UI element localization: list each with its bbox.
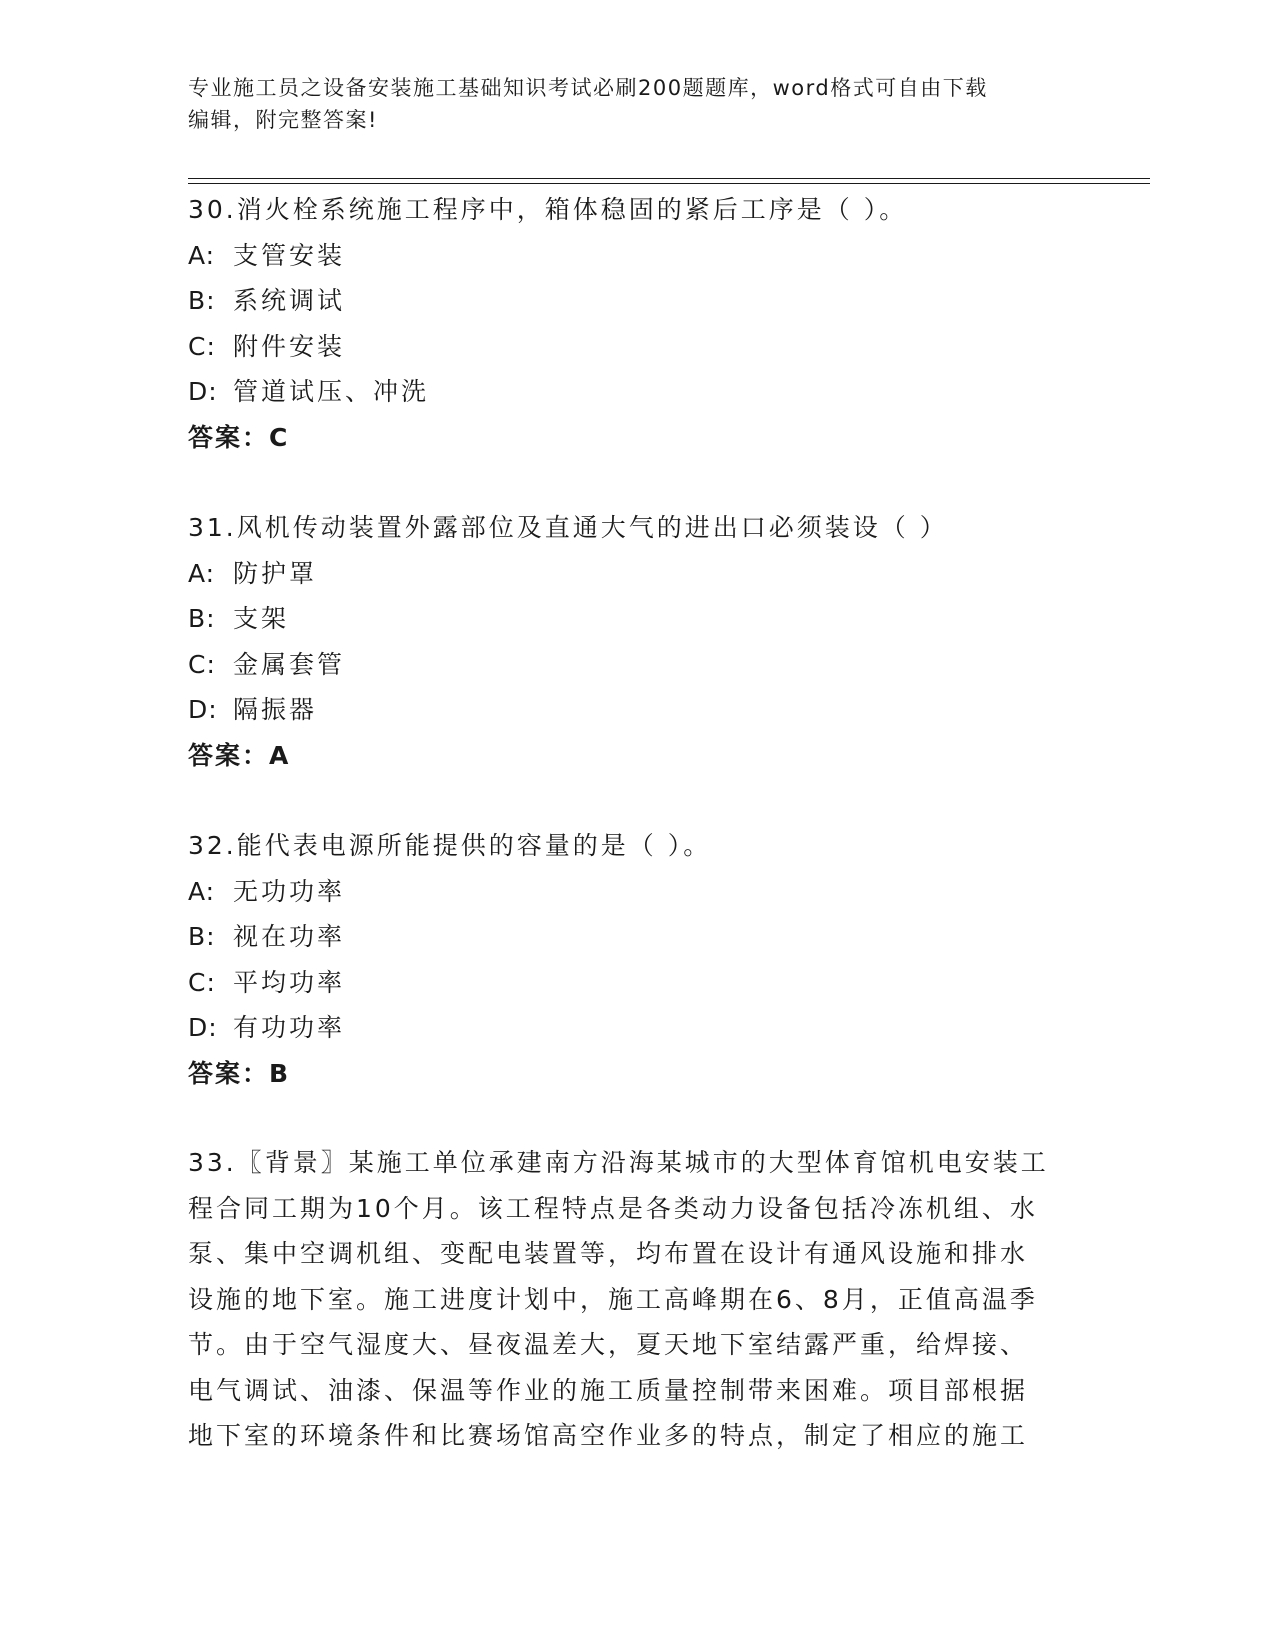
option-key: B: (188, 922, 216, 951)
option-text: 视在功率 (233, 922, 346, 951)
question-block-31 (188, 505, 1088, 778)
option-key: C: (188, 331, 216, 361)
answer-line: 答案：A (188, 740, 291, 770)
header-line-1: 专业施工员之设备安装施工基础知识考试必刷200题题库，word格式可自由下载 (188, 76, 988, 100)
question-block-32 (188, 823, 1088, 1096)
question-block-30 (188, 187, 1088, 460)
document-header (188, 72, 1088, 136)
case-text-line: 泵、集中空调机组、变配电装置等，均布置在设计有通风设施和排水 (188, 1239, 1029, 1268)
option-key: D: (188, 1013, 218, 1042)
option-text: 平均功率 (233, 967, 346, 997)
option-key: A: (188, 876, 216, 906)
header-divider-bottom (188, 183, 1150, 184)
option-key: A: (188, 558, 216, 588)
case-text-line: 程合同工期为10个月。该工程特点是各类动力设备包括冷冻机组、水 (188, 1193, 1038, 1223)
option-text: 系统调试 (233, 286, 346, 315)
option-b (188, 596, 1088, 642)
option-a (188, 551, 1088, 597)
header-line-2: 编辑，附完整答案! (188, 108, 378, 132)
case-text-line: 33.〖背景〗某施工单位承建南方沿海某城市的大型体育馆机电安装工 (188, 1148, 1049, 1177)
case-text-line: 节。由于空气湿度大、昼夜温差大，夏天地下室结露严重，给焊接、 (188, 1330, 1029, 1359)
option-c (188, 642, 1088, 688)
option-key: B: (188, 286, 216, 315)
option-a (188, 233, 1088, 279)
option-a (188, 869, 1088, 915)
option-text: 管道试压、冲洗 (233, 377, 430, 406)
question-stem: 32.能代表电源所能提供的容量的是（ ）。 (188, 831, 712, 860)
option-c (188, 324, 1088, 370)
option-key: C: (188, 967, 216, 997)
option-key: A: (188, 240, 216, 270)
option-text: 支架 (233, 604, 290, 633)
case-text-line: 设施的地下室。施工进度计划中，施工高峰期在6、8月，正值高温季 (188, 1284, 1038, 1314)
option-d (188, 1005, 1088, 1051)
option-c (188, 960, 1088, 1006)
option-key: D: (188, 377, 218, 406)
option-d (188, 687, 1088, 733)
option-d (188, 369, 1088, 415)
question-stem: 31.风机传动装置外露部位及直通大气的进出口必须装设（ ） (188, 513, 948, 542)
option-text: 金属套管 (233, 649, 346, 679)
option-text: 有功功率 (233, 1013, 346, 1042)
option-key: B: (188, 604, 216, 633)
option-text: 无功功率 (233, 876, 346, 906)
header-divider-top (188, 178, 1150, 179)
question-stem: 30.消火栓系统施工程序中，箱体稳固的紧后工序是（ ）。 (188, 195, 908, 224)
option-key: D: (188, 695, 218, 724)
option-text: 防护罩 (233, 558, 318, 588)
answer-line: 答案：B (188, 1058, 291, 1088)
option-text: 隔振器 (233, 695, 318, 724)
option-b (188, 278, 1088, 324)
question-block-33 (188, 1140, 1088, 1459)
option-b (188, 914, 1088, 960)
option-key: C: (188, 649, 216, 679)
option-text: 附件安装 (233, 331, 346, 361)
case-text-line: 电气调试、油漆、保温等作业的施工质量控制带来困难。项目部根据 (188, 1375, 1029, 1405)
answer-line: 答案：C (188, 422, 290, 452)
option-text: 支管安装 (233, 240, 346, 270)
case-text-line: 地下室的环境条件和比赛场馆高空作业多的特点，制定了相应的施工 (188, 1421, 1029, 1450)
